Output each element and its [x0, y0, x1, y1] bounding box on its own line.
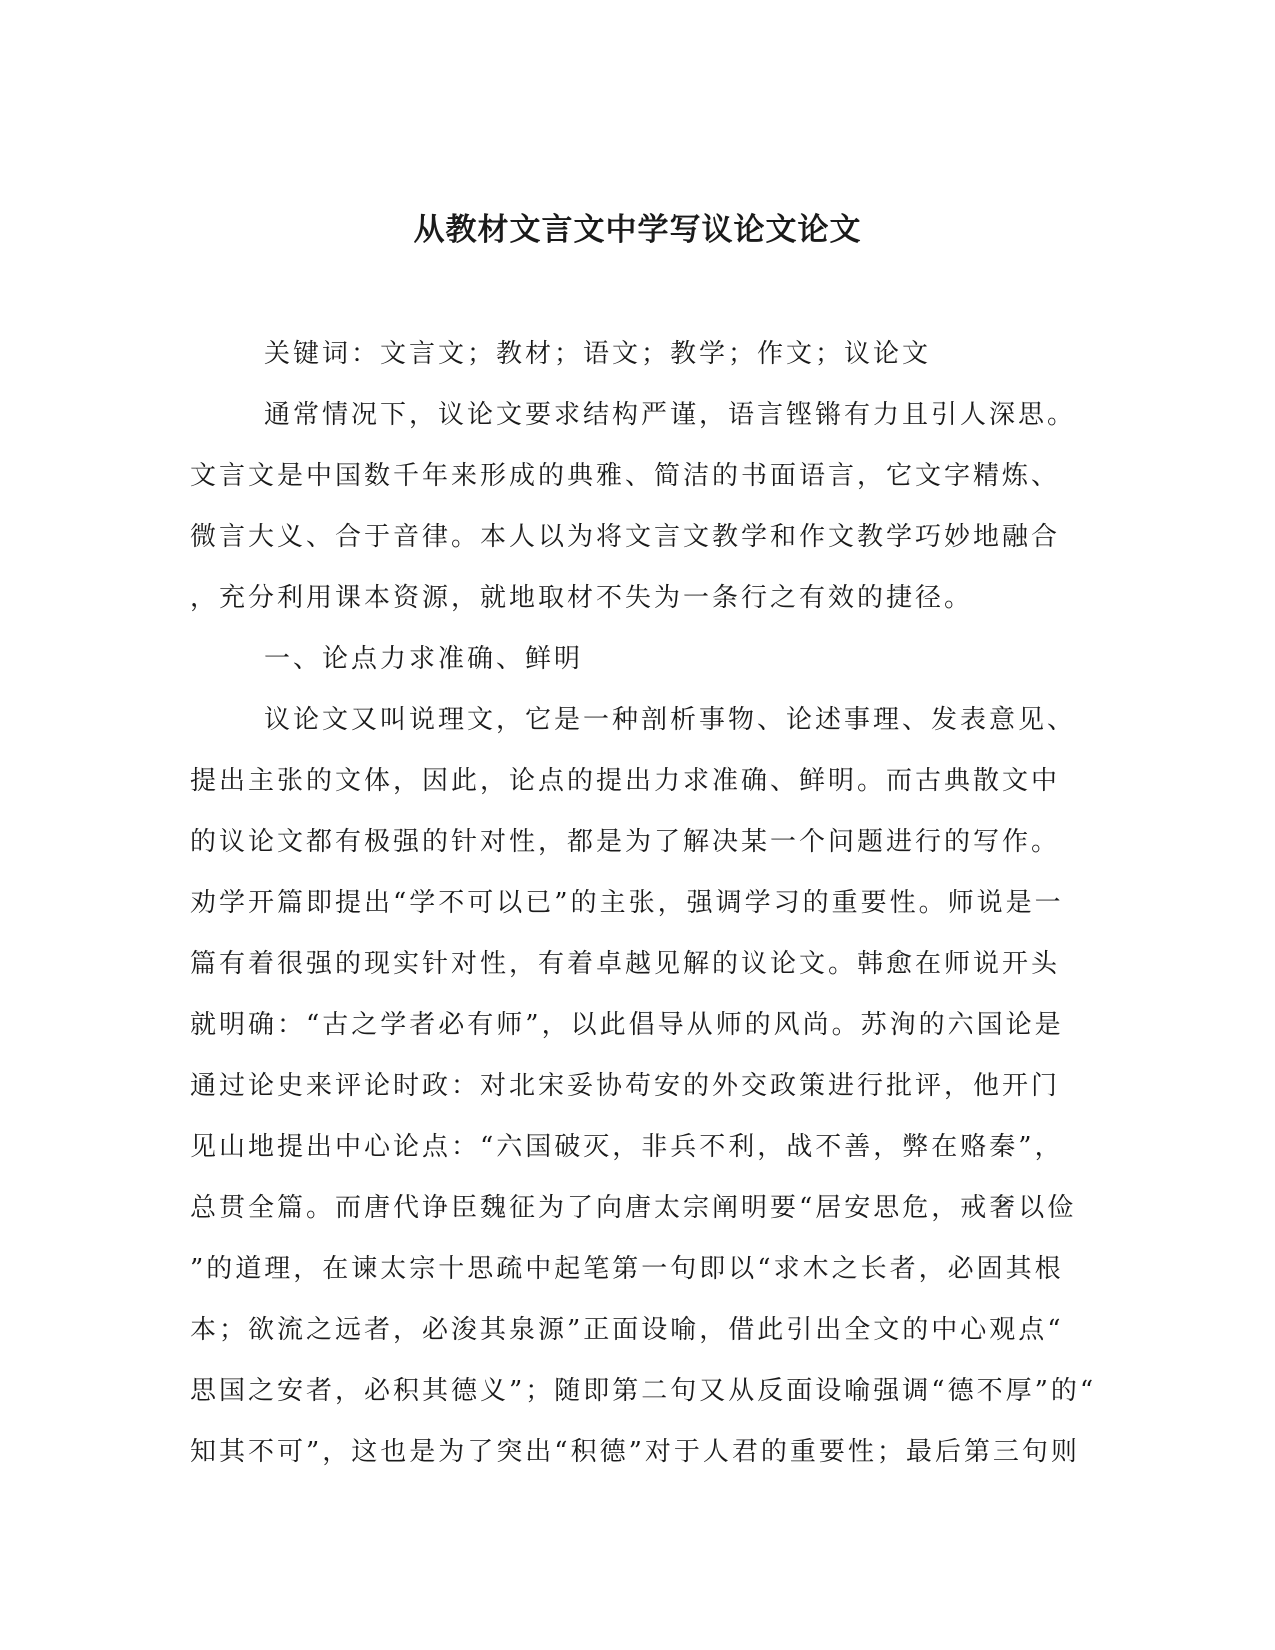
text-line: 议论文又叫说理文，它是一种剖析事物、论述事理、发表意见、 [264, 705, 1077, 735]
text-line: 关键词：文言文；教材；语文；教学；作文；议论文 [264, 339, 932, 369]
text-line: 知其不可”，这也是为了突出“积德”对于人君的重要性；最后第三句则 [190, 1437, 1080, 1467]
text-line: ”的道理，在谏太宗十思疏中起笔第一句即以“求木之长者，必固其根 [190, 1254, 1064, 1284]
text-line: 通过论史来评论时政：对北宋妥协苟安的外交政策进行批评，他开门 [190, 1071, 1061, 1101]
text-line: 提出主张的文体，因此，论点的提出力求准确、鲜明。而古典散文中 [190, 766, 1061, 796]
document-title: 从教材文言文中学写议论文论文 [413, 212, 862, 248]
text-line: 一、论点力求准确、鲜明 [264, 644, 584, 674]
document-body [190, 332, 1097, 1491]
text-line: 的议论文都有极强的针对性，都是为了解决某一个问题进行的写作。 [190, 827, 1061, 857]
text-line: ，充分利用课本资源，就地取材不失为一条行之有效的捷径。 [190, 583, 974, 613]
text-line: 篇有着很强的现实针对性，有着卓越见解的议论文。韩愈在师说开头 [190, 949, 1061, 979]
text-line: 文言文是中国数千年来形成的典雅、简洁的书面语言，它文字精炼、 [190, 461, 1061, 491]
text-line: 就明确：“古之学者必有师”，以此倡导从师的风尚。苏洵的六国论是 [190, 1010, 1064, 1040]
text-line: 本；欲流之远者，必浚其泉源”正面设喻，借此引出全文的中心观点“ [190, 1315, 1064, 1345]
text-line: 微言大义、合于音律。本人以为将文言文教学和作文教学巧妙地融合 [190, 522, 1061, 552]
text-line: 见山地提出中心论点：“六国破灭，非兵不利，战不善，弊在赂秦”， [190, 1132, 1064, 1162]
text-line: 通常情况下，议论文要求结构严谨，语言铿锵有力且引人深思。 [264, 400, 1077, 430]
text-line: 劝学开篇即提出“学不可以已”的主张，强调学习的重要性。师说是一 [190, 888, 1064, 918]
text-line: 总贯全篇。而唐代诤臣魏征为了向唐太宗阐明要“居安思危，戒奢以俭 [190, 1193, 1077, 1223]
text-line: 思国之安者，必积其德义”；随即第二句又从反面设喻强调“德不厚”的“ [190, 1376, 1097, 1406]
